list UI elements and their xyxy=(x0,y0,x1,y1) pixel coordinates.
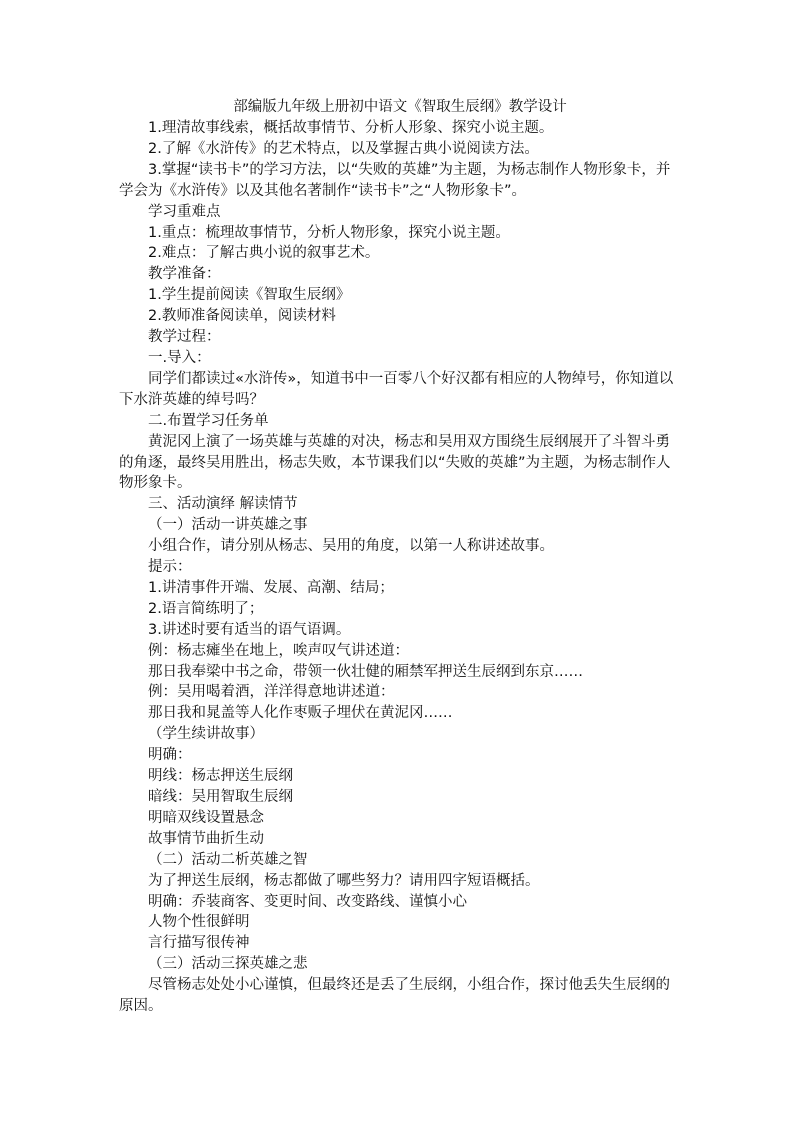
paragraph-line: 一.导入： xyxy=(148,349,211,366)
document-body xyxy=(119,118,675,1017)
paragraph-line: 2.教师准备阅读单，阅读材料 xyxy=(148,308,336,325)
paragraph-line: 1.学生提前阅读《智取生辰纲》 xyxy=(148,287,351,304)
paragraph-line: 1.重点：梳理故事情节，分析人物形象，探究小说主题。 xyxy=(148,224,510,241)
paragraph-line: （二）活动二析英雄之智 xyxy=(148,851,308,868)
paragraph-line: 2.难点：了解古典小说的叙事艺术。 xyxy=(148,245,380,262)
paragraph-line: 三、活动演绎 解读情节 xyxy=(148,496,298,513)
paragraph-line: （学生续讲故事） xyxy=(148,726,264,743)
paragraph-line: 小组合作，请分别从杨志、吴用的角度，以第一人称讲述故事。 xyxy=(148,538,554,555)
paragraph-line: 教学准备： xyxy=(148,266,221,283)
paragraph-line: 明确：乔装商客、变更时间、改变路线、谨慎小心 xyxy=(148,893,467,910)
document-title: 部编版九年级上册初中语文《智取生辰纲》教学设计 xyxy=(233,99,567,115)
paragraph-line: 同学们都读过«水浒传»，知道书中一百零八个好汉都有相应的人物绰号，你知道以下水浒英雄的绰号吗？ xyxy=(119,370,674,408)
paragraph-line: 暗线：吴用智取生辰纲 xyxy=(148,789,293,805)
paragraph-line: （一）活动一讲英雄之事 xyxy=(148,517,308,534)
paragraph-line: （三）活动三探英雄之悲 xyxy=(148,956,308,973)
paragraph-line: 二.布置学习任务单 xyxy=(148,412,269,429)
paragraph-line: 故事情节曲折生动 xyxy=(148,830,264,847)
paragraph-line: 明确： xyxy=(148,747,192,764)
paragraph-line: 人物个性很鲜明 xyxy=(148,914,250,931)
paragraph-line: 学习重难点 xyxy=(148,203,221,220)
paragraph-line: 1.理清故事线索，概括故事情节、分析人形象、探究小说主题。 xyxy=(148,120,554,136)
paragraph-line: 那日我和晁盖等人化作枣贩子埋伏在黄泥冈…… xyxy=(148,705,453,722)
paragraph-line: 3.掌握“读书卡”的学习方法，以“失败的英雄”为主题，为杨志制作人物形象卡，并学会为《水浒传》以及其他名著制作“读书卡”之“人物形象卡”。 xyxy=(119,161,671,199)
paragraph-line: 教学过程： xyxy=(148,329,221,346)
paragraph-line: 那日我奉梁中书之命，带领一伙壮健的厢禁军押送生辰纲到东京…… xyxy=(148,663,583,680)
paragraph-line: 提示： xyxy=(148,559,192,576)
paragraph-line: 明线：杨志押送生辰纲 xyxy=(148,768,293,785)
paragraph-line: 2.语言简练明了； xyxy=(148,600,264,617)
paragraph-line: 明暗双线设置悬念 xyxy=(148,809,264,826)
paragraph-line: 2.了解《水浒传》的艺术特点，以及掌握古典小说阅读方法。 xyxy=(148,140,539,157)
paragraph-line: 言行描写很传神 xyxy=(148,935,250,952)
paragraph-line: 尽管杨志处处小心谨慎，但最终还是丢了生辰纲，小组合作，探讨他丢失生辰纲的原因。 xyxy=(119,977,670,1015)
paragraph-line: 为了押送生辰纲，杨志都做了哪些努力？请用四字短语概括。 xyxy=(148,872,540,889)
paragraph-line: 1.讲清事件开端、发展、高潮、结局； xyxy=(148,579,394,596)
paragraph-line: 3.讲述时要有适当的语气语调。 xyxy=(148,621,351,638)
paragraph-line: 黄泥冈上演了一场英雄与英雄的对决，杨志和吴用双方围绕生辰纲展开了斗智斗勇的角逐，最终吴用胜出，杨志失败，本节课我们以“失败的英雄”为主题，为杨志制作人物形象卡。 xyxy=(119,433,671,492)
paragraph-line: 例：吴用喝着酒，洋洋得意地讲述道： xyxy=(148,684,395,701)
paragraph-line: 例：杨志瘫坐在地上，唉声叹气讲述道： xyxy=(148,642,409,659)
